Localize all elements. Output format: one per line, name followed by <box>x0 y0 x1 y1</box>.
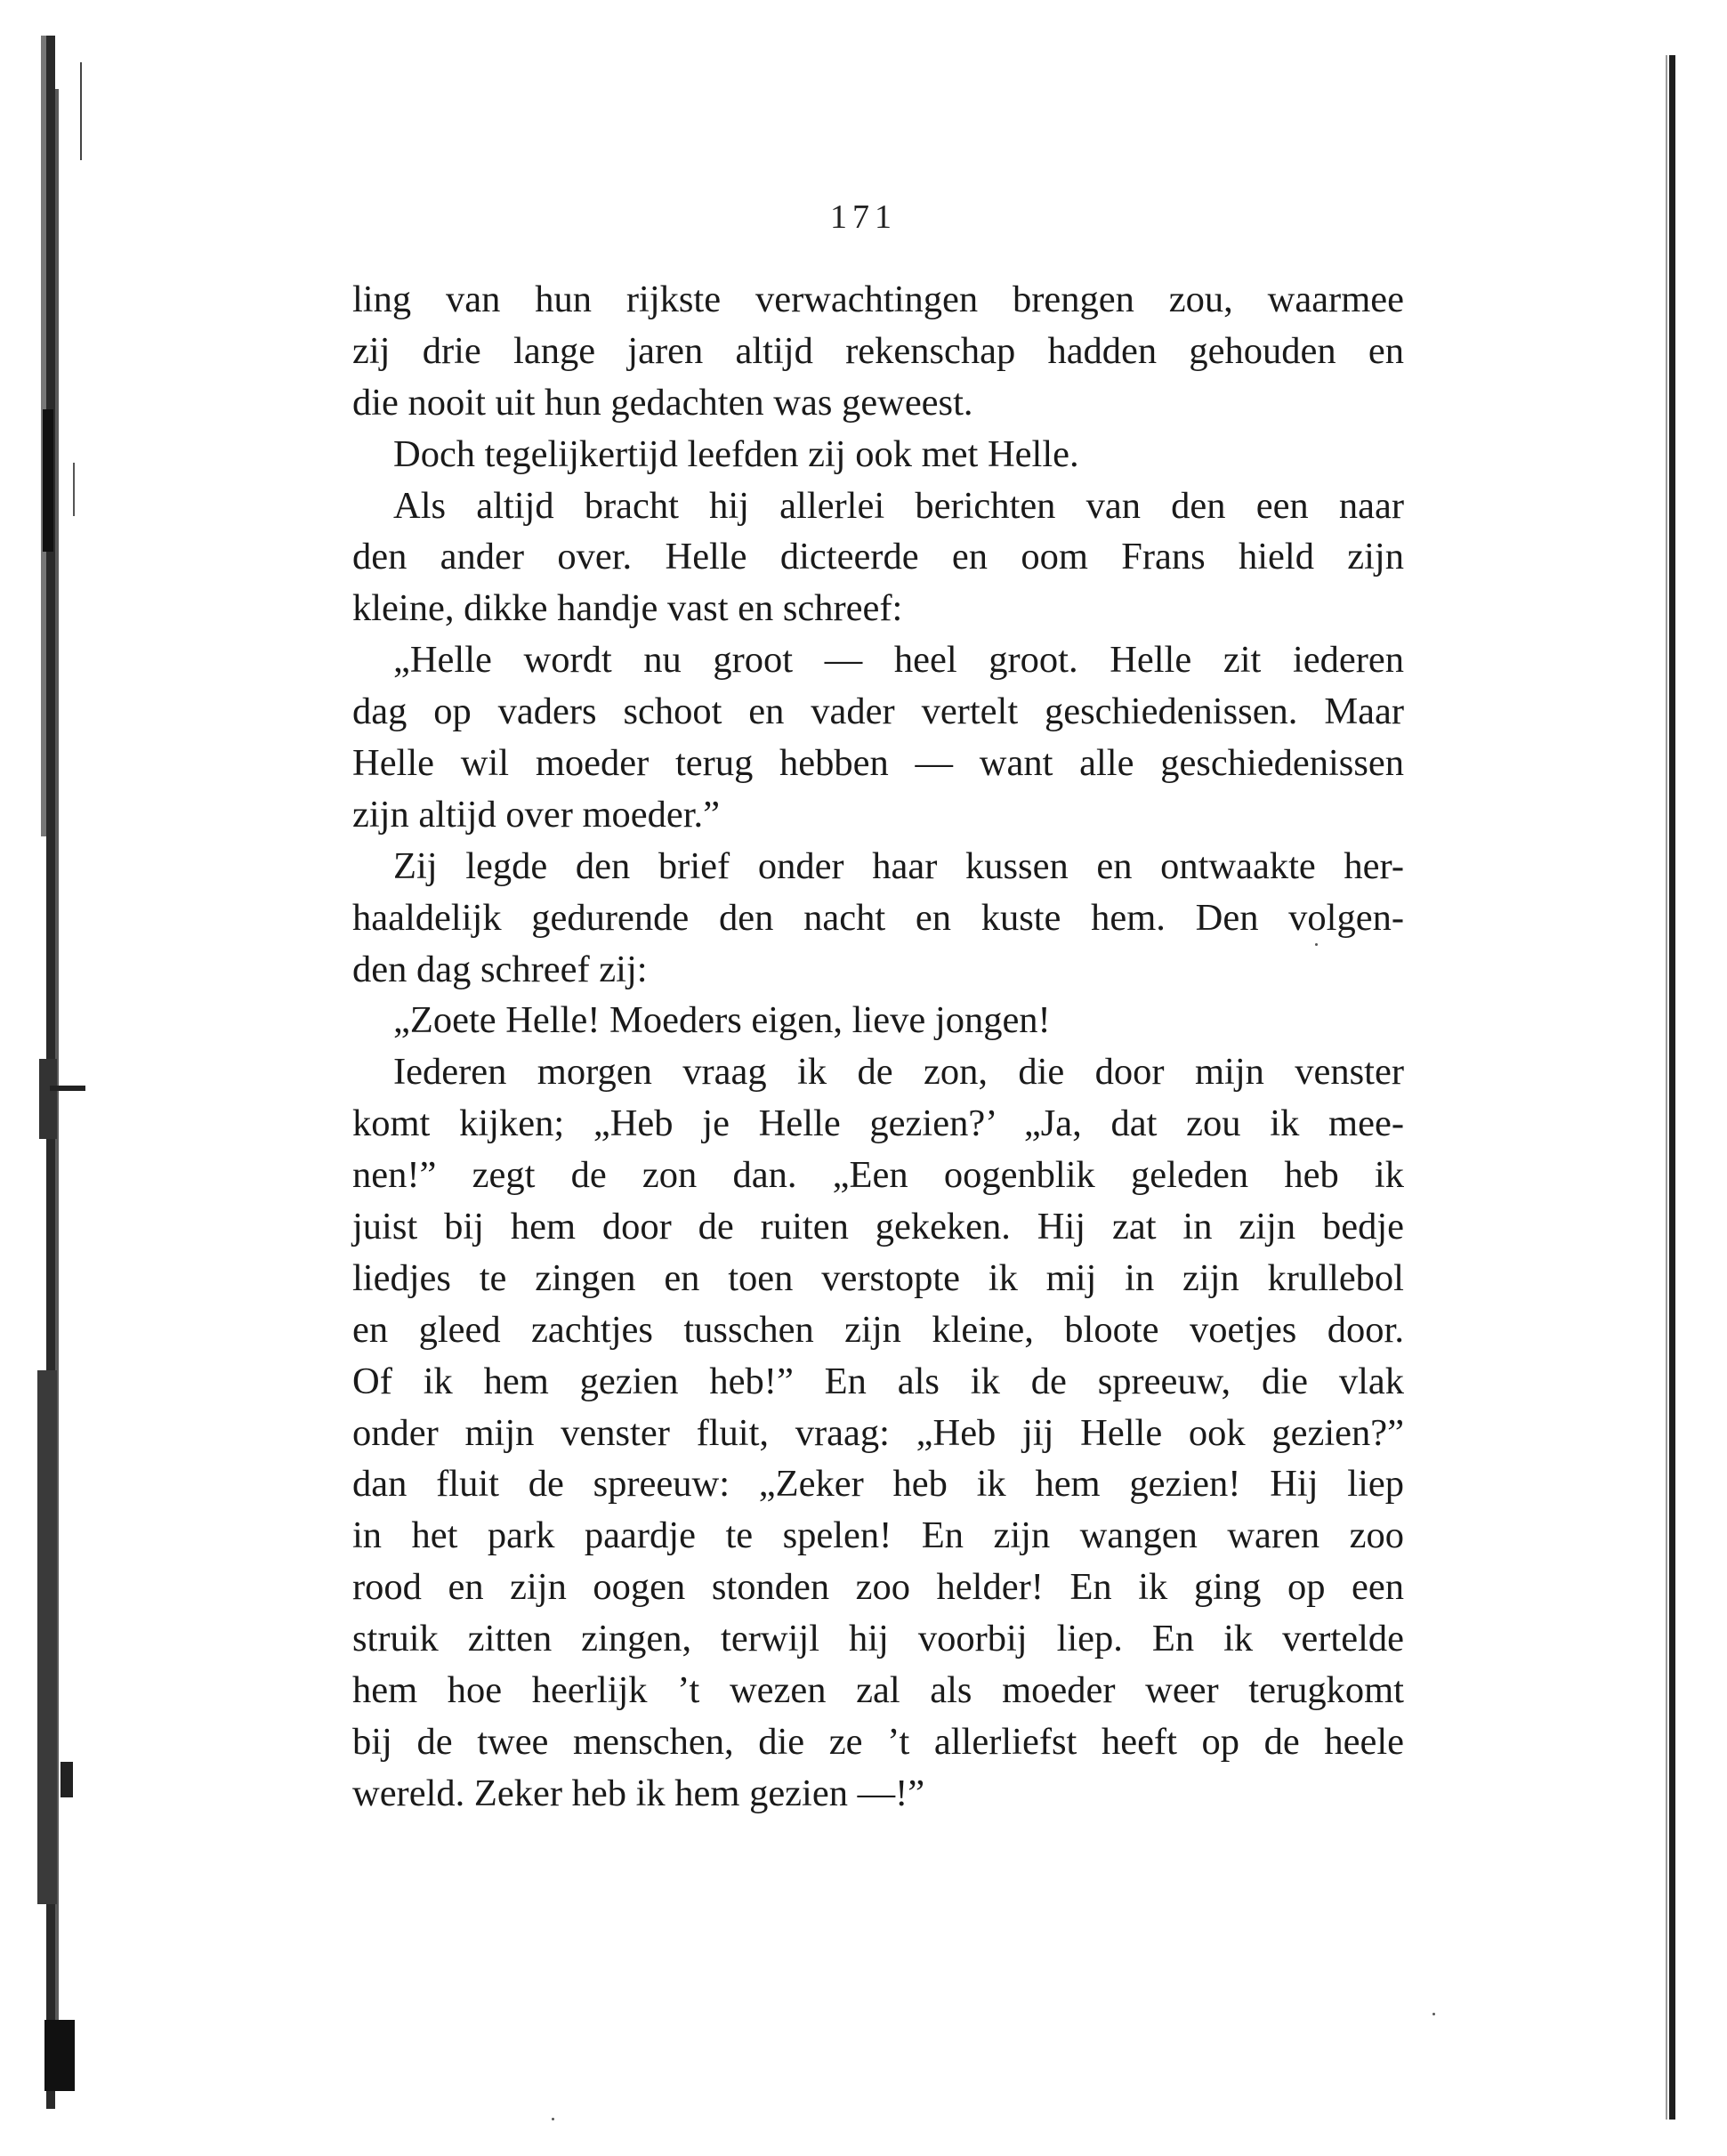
text-line: „Helle wordt nu groot — heel groot. Helle zit iederen <box>393 639 1404 682</box>
text-line: Of ik hem gezien heb!” En als ik de spreeuw, die vlak <box>352 1360 1404 1402</box>
text-line: Doch tegelijkertijd leefden zij ook met Helle. <box>393 432 1079 475</box>
text-line: dan fluit de spreeuw: „Zeker heb ik hem gezien! Hij liep <box>352 1463 1404 1506</box>
text-line: den dag schreef zij: <box>352 948 648 990</box>
text-line: wereld. Zeker heb ik hem gezien —!” <box>352 1772 925 1814</box>
text-line: liedjes te zingen en toen verstopte ik mij in zijn krullebol <box>352 1256 1404 1299</box>
text-line: den ander over. Helle dicteerde en oom Frans hield zijn <box>352 536 1404 578</box>
text-line: haaldelijk gedurende den nacht en kuste hem. Den volgen- <box>352 896 1404 939</box>
scan-speck <box>552 2118 554 2120</box>
text-line: onder mijn venster fluit, vraag: „Heb jij Helle ook gezien?” <box>352 1411 1404 1454</box>
text-line: Iederen morgen vraag ik de zon, die door mijn venster <box>393 1051 1404 1094</box>
text-line: Zij legde den brief onder haar kussen en ontwaakte her- <box>393 844 1404 887</box>
text-line: komt kijken; „Heb je Helle gezien?’ „Ja, dat zou ik mee- <box>352 1102 1404 1145</box>
scan-binding-edge <box>34 36 91 2109</box>
text-line: in het park paardje te spelen! En zijn wangen waren zoo <box>352 1514 1404 1557</box>
text-line: dag op vaders schoot en vader vertelt geschiedenissen. Maar <box>352 690 1404 733</box>
text-line: juist bij hem door de ruiten gekeken. Hij zat in zijn bedje <box>352 1206 1404 1248</box>
page-number: 171 <box>830 198 897 236</box>
text-line: en gleed zachtjes tusschen zijn kleine, bloote voetjes door. <box>352 1308 1404 1351</box>
scan-gutter-edge <box>1666 55 1680 2120</box>
text-line: struik zitten zingen, terwijl hij voorbij liep. En ik vertelde <box>352 1618 1404 1660</box>
text-line: ling van hun rijkste verwachtingen brengen zou, waarmee <box>352 279 1404 320</box>
scan-speck <box>1432 2013 1435 2015</box>
text-line: hem hoe heerlijk ’t wezen zal als moeder weer terugkomt <box>352 1669 1404 1712</box>
text-line: nen!” zegt de zon dan. „Een oogenblik geleden heb ik <box>352 1154 1404 1197</box>
text-line: zij drie lange jaren altijd rekenschap hadden gehouden en <box>352 329 1404 372</box>
text-line: die nooit uit hun gedachten was geweest. <box>352 381 973 424</box>
text-line: kleine, dikke handje vast en schreef: <box>352 587 903 630</box>
body-text <box>352 274 1404 1820</box>
text-line: bij de twee menschen, die ze ’t allerliefst heeft op de heele <box>352 1720 1404 1763</box>
text-line: Helle wil moeder terug hebben — want alle geschiedenissen <box>352 742 1404 785</box>
text-line: zijn altijd over moeder.” <box>352 793 721 836</box>
text-line: „Zoete Helle! Moeders eigen, lieve jongen! <box>393 999 1051 1042</box>
text-line: Als altijd bracht hij allerlei berichten van den een naar <box>393 484 1404 527</box>
text-line: rood en zijn oogen stonden zoo helder! En ik ging op een <box>352 1566 1404 1609</box>
